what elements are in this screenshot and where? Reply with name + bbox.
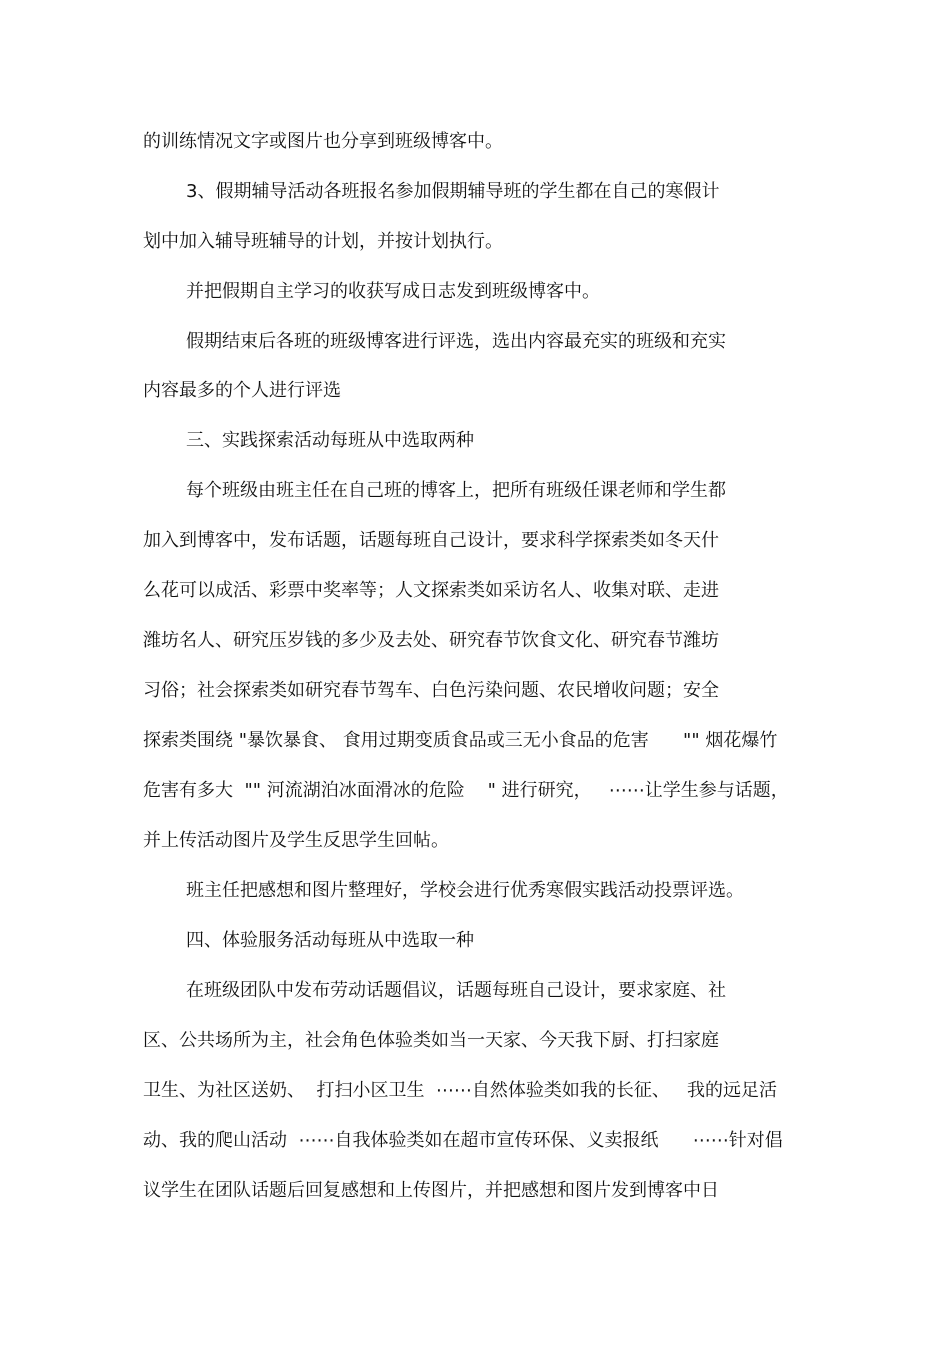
text-line: 在班级团队中发布劳动话题倡议，话题每班自己设计，要求家庭、社 xyxy=(186,980,726,1001)
text-line: 并把假期自主学习的收获写成日志发到班级博客中。 xyxy=(186,281,600,302)
text-line: 并上传活动图片及学生反思学生回帖。 xyxy=(143,830,449,851)
text-line: 议学生在团队话题后回复感想和上传图片，并把感想和图片发到博客中日 xyxy=(143,1180,719,1201)
section-heading: 四、体验服务活动每班从中选取一种 xyxy=(186,930,474,951)
text-line: 卫生、为社区送奶、 打扫小区卫生 ⋯⋯自然体验类如我的长征、 我的远足活 xyxy=(143,1080,778,1101)
text-line: 潍坊名人、研究压岁钱的多少及去处、研究春节饮食文化、研究春节潍坊 xyxy=(143,630,719,651)
text-line: 班主任把感想和图片整理好，学校会进行优秀寒假实践活动投票评选。 xyxy=(186,880,744,901)
text-line: 区、公共场所为主，社会角色体验类如当一天家、今天我下厨、打扫家庭 xyxy=(143,1030,719,1051)
text-line: 内容最多的个人进行评选 xyxy=(143,380,341,401)
text-line: 动、我的爬山活动 ⋯⋯自我体验类如在超市宣传环保、义卖报纸 ⋯⋯针对倡 xyxy=(143,1130,783,1151)
text-line: 3、假期辅导活动各班报名参加假期辅导班的学生都在自己的寒假计 xyxy=(186,181,720,202)
text-line: 的训练情况文字或图片也分享到班级博客中。 xyxy=(143,131,503,152)
text-line: 加入到博客中，发布话题，话题每班自己设计，要求科学探索类如冬天什 xyxy=(143,530,719,551)
section-heading: 三、实践探索活动每班从中选取两种 xyxy=(186,430,474,451)
text-line: 危害有多大 "" 河流湖泊冰面滑冰的危险 " 进行研究， ⋯⋯让学生参与话题， xyxy=(143,780,789,801)
text-line: 习俗；社会探索类如研究春节驾车、白色污染问题、农民增收问题；安全 xyxy=(143,680,719,701)
text-line: 么花可以成活、彩票中奖率等；人文探索类如采访名人、收集对联、走进 xyxy=(143,580,719,601)
text-line: 假期结束后各班的班级博客进行评选，选出内容最充实的班级和充实 xyxy=(186,331,726,352)
text-line: 划中加入辅导班辅导的计划，并按计划执行。 xyxy=(143,231,503,252)
text-line: 每个班级由班主任在自己班的博客上，把所有班级任课老师和学生都 xyxy=(186,480,726,501)
text-line: 探索类围绕 "暴饮暴食、 食用过期变质食品或三无小食品的危害 "" 烟花爆竹 xyxy=(143,730,778,751)
